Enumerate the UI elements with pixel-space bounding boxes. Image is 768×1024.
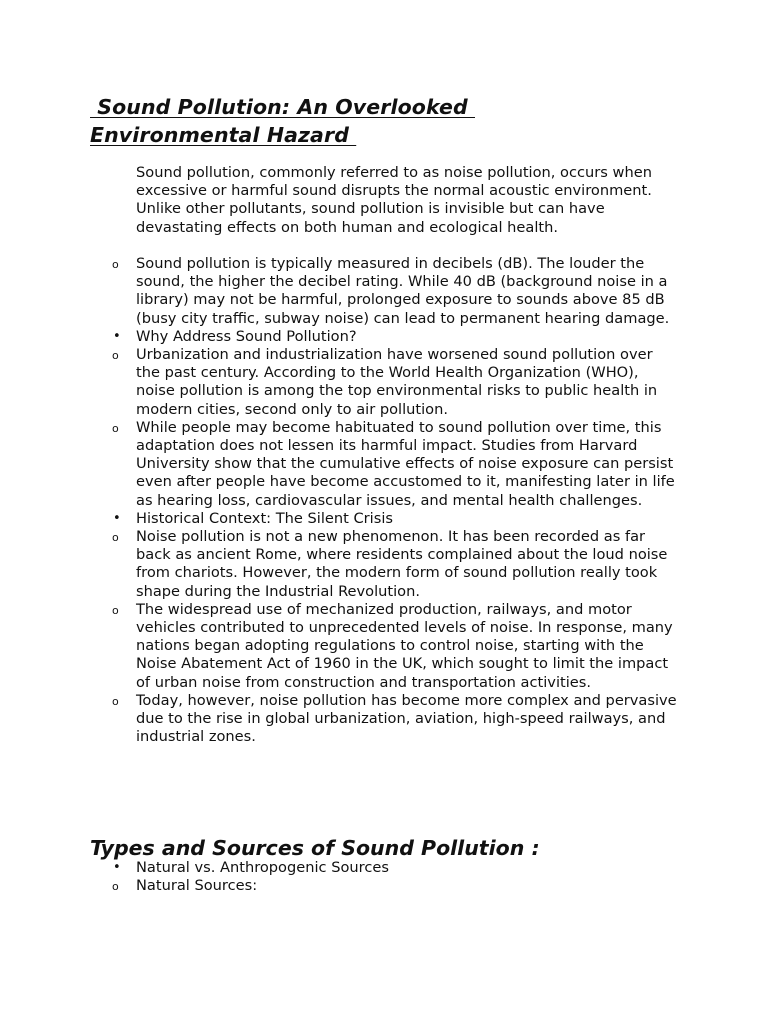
intro-paragraph: Sound pollution, commonly referred to as noise pollution, occurs when excessive or harmful sound disrupts the normal acoustic environment. Unlike other pollutants, sound pollution is invisible but can have devastating effects on both human and ecological health.	[136, 164, 652, 236]
bullet-icon: •	[113, 510, 121, 526]
hollow-bullet-icon: o	[112, 694, 119, 708]
document-title	[90, 93, 530, 149]
main-list	[0, 255, 768, 746]
list-item-text: Historical Context: The Silent Crisis	[136, 509, 393, 527]
section2-list	[0, 859, 768, 895]
list-item	[0, 877, 681, 895]
list-item	[0, 255, 681, 328]
list-item-text: The widespread use of mechanized production, railways, and motor vehicles contributed to unprecedented levels of noise. In response, many nations began adopting regulations to control noise, starting with the Noise Abatement Act of 1960 in the UK, which sought to limit the impact of urban noise from construction and transportation activities.	[136, 600, 673, 691]
hollow-bullet-icon: o	[112, 603, 119, 617]
list-item-text: Why Address Sound Pollution?	[136, 327, 357, 345]
title-line-1: Sound Pollution: An Overlooked	[90, 95, 475, 119]
section-heading: Types and Sources of Sound Pollution :	[90, 836, 540, 860]
list-item-text: Natural Sources:	[136, 877, 258, 895]
list-item	[0, 510, 681, 528]
hollow-bullet-icon: o	[112, 258, 119, 271]
hollow-bullet-icon: o	[112, 880, 119, 894]
list-item-text: While people may become habituated to sound pollution over time, this adaptation does not lessen its harmful impact. Studies from Harvard University show that the cumulative effects of noise exposure can persist even after people have become accustomed to it, manifesting later in life as hearing loss, cardiovascular issues, and mental health challenges.	[136, 418, 675, 509]
list-item-text: Today, however, noise pollution has become more complex and pervasive due to the rise in global urbanization, aviation, high-speed railways, and industrial zones.	[136, 691, 677, 746]
hollow-bullet-icon: o	[112, 531, 119, 545]
list-item	[0, 601, 681, 692]
list-item-text: Sound pollution is typically measured in decibels (dB). The louder the sound, the higher the decibel rating. While 40 dB (background noise in a library) may not be harmful, prolonged exposure to sounds above 85 dB (busy city traffic, subway noise) can lead to permanent hearing damage.	[136, 255, 670, 327]
list-item	[0, 419, 681, 510]
list-item-text: Urbanization and industrialization have worsened sound pollution over the past century. According to the World Health Organization (WHO), noise pollution is among the top environmental risks to public health in modern cities, second only to air pollution.	[136, 346, 658, 418]
title-line-2: Environmental Hazard	[90, 123, 357, 147]
list-item	[0, 328, 681, 346]
list-item	[0, 692, 681, 747]
list-item-text: Noise pollution is not a new phenomenon. It has been recorded as far back as ancient Rome, where residents complained about the loud noise from chariots. However, the modern form of sound pollution really took shape during the Industrial Revolution.	[136, 528, 668, 600]
bullet-icon: •	[113, 860, 121, 875]
bullet-icon: •	[113, 328, 121, 344]
list-item-text: Natural vs. Anthropogenic Sources	[136, 859, 389, 876]
list-item	[0, 346, 681, 419]
hollow-bullet-icon: o	[112, 349, 119, 363]
list-item	[0, 859, 681, 877]
hollow-bullet-icon: o	[112, 421, 119, 435]
list-item	[0, 528, 681, 601]
